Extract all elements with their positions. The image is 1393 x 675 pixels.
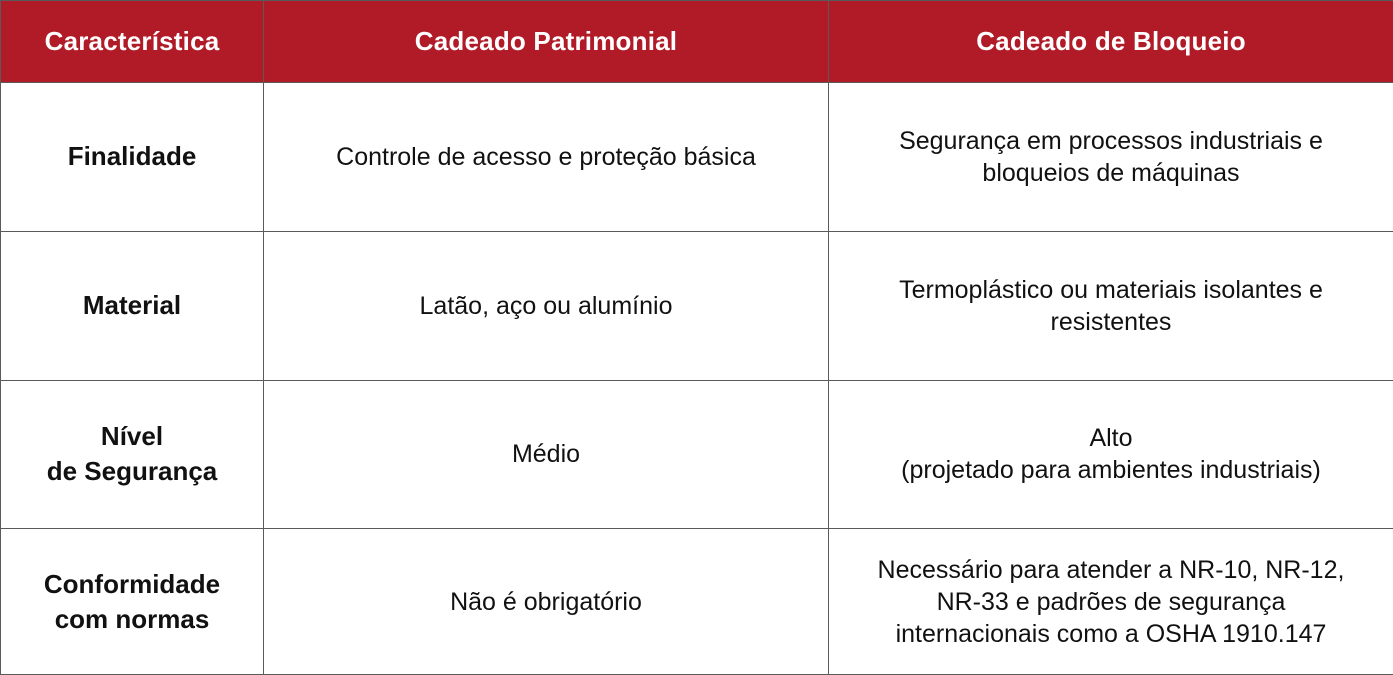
table-row — [1, 380, 1393, 529]
table-row — [1, 529, 1393, 675]
row-label-conformidade-com-normas: Conformidade com normas — [1, 529, 264, 675]
row-label-material: Material — [1, 231, 264, 380]
cell-patrimonial-material: Latão, aço ou alumínio — [264, 231, 829, 380]
cell-patrimonial-finalidade: Controle de acesso e proteção básica — [264, 83, 829, 232]
cell-bloqueio-conformidade-com-normas: Necessário para atender a NR-10, NR-12, NR-33 e padrões de segurança internacionais como a OSHA 1910.147 — [829, 529, 1393, 675]
row-label-nivel-de-seguranca: Nível de Segurança — [1, 380, 264, 529]
header-row — [1, 1, 1393, 83]
cell-patrimonial-nivel-de-seguranca: Médio — [264, 380, 829, 529]
cell-bloqueio-material: Termoplástico ou materiais isolantes e resistentes — [829, 231, 1393, 380]
table-row — [1, 231, 1393, 380]
header-cadeado-de-bloqueio: Cadeado de Bloqueio — [829, 1, 1393, 83]
cell-bloqueio-nivel-de-seguranca: Alto (projetado para ambientes industriais) — [829, 380, 1393, 529]
table-body — [1, 83, 1393, 675]
header-characteristic: Característica — [1, 1, 264, 83]
row-label-finalidade: Finalidade — [1, 83, 264, 232]
table-header — [1, 1, 1393, 83]
header-cadeado-patrimonial: Cadeado Patrimonial — [264, 1, 829, 83]
cell-bloqueio-finalidade: Segurança em processos industriais e bloqueios de máquinas — [829, 83, 1393, 232]
cell-patrimonial-conformidade-com-normas: Não é obrigatório — [264, 529, 829, 675]
table-row — [1, 83, 1393, 232]
